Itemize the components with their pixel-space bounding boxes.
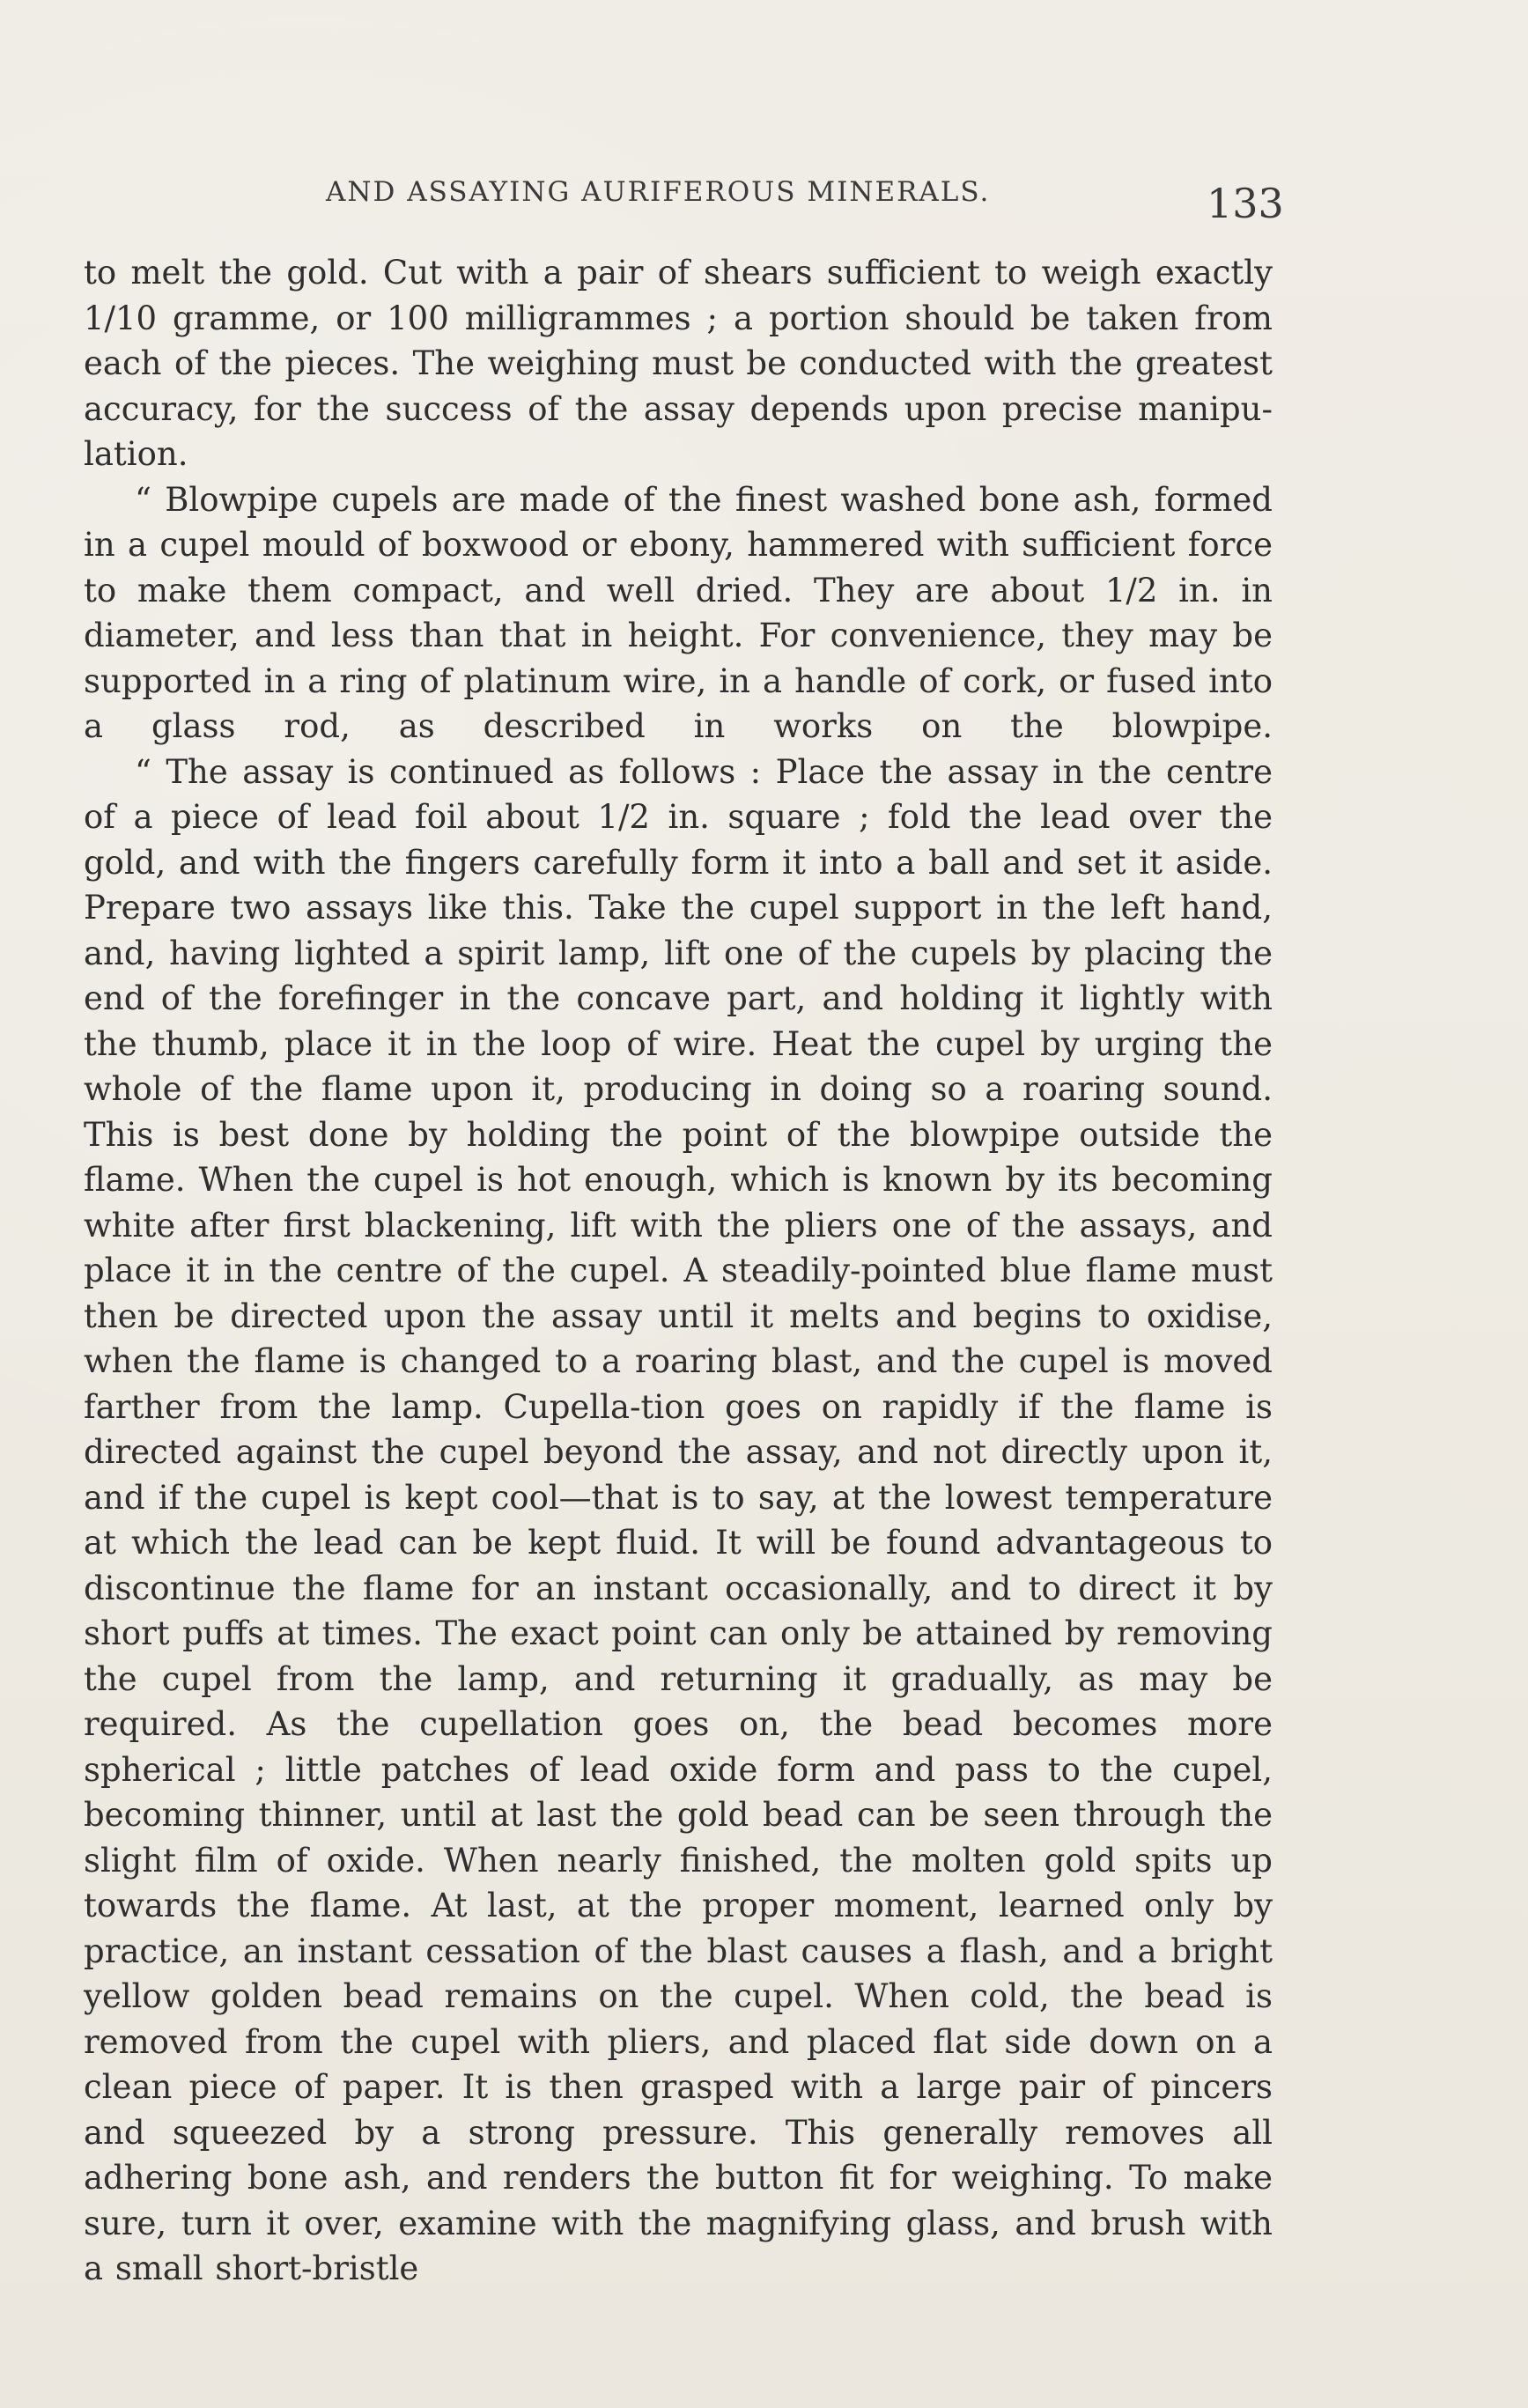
paragraph-2: “ Blowpipe cupels are made of the finest washed bone ash, formed in a cupel mould of boxwood or ebony, hammered with sufficient force to make them compact, and well dried. They are about 1/2 in. in diameter, and less than that in height. For convenience, they may be supported in a ring of platinum wire, in a handle of cork, or fused into a glass rod, as described in works on the blowpipe. xyxy=(84,480,1273,745)
running-title: AND ASSAYING AURIFEROUS MINERALS. xyxy=(326,176,991,208)
page-number: 133 xyxy=(1207,180,1284,227)
paragraph-3: “ The assay is continued as follows : Place the assay in the centre of a piece of lead foil about 1/2 in. square ; fold the lead over the gold, and with the fingers carefully form it into a ball and set it aside. Prepare two assays like this. Take the cupel support in the left hand, and, having lighted a spirit lamp, lift one of the cupels by placing the end of the forefinger in the concave part, and holding it lightly with the thumb, place it in the loop of wire. Heat the cupel by urging the whole of the flame upon it, producing in doing so a roaring sound. This is best done by holding the point of the blowpipe outside the flame. When the cupel is hot enough, which is known by its becoming white after first blackening, lift with the pliers one of the assays, and place it in the centre of the cupel. A steadily-pointed blue flame must then be directed upon the assay until it melts and begins to oxidise, when the flame is changed to a roaring blast, and the cupel is moved farther from the lamp. Cupella-tion goes on rapidly if the flame is directed against the cupel beyond the assay, and not directly upon it, and if the cupel is kept cool—that is to say, at the lowest temperature at which the lead can be kept fluid. It will be found advantageous to discontinue the flame for an instant occasionally, and to direct it by short puffs at times. The exact point can only be attained by removing the cupel from the lamp, and returning it gradually, as may be required. As the cupellation goes on, the bead becomes more spherical ; little patches of lead oxide form and pass to the cupel, becoming thinner, until at last the gold bead can be seen through the slight film of oxide. When nearly finished, the molten gold spits up towards the flame. At last, at the proper moment, learned only by practice, an instant cessation of the blast causes a flash, and a bright yellow golden bead remains on the cupel. When cold, the bead is removed from the cupel with pliers, and placed flat side down on a clean piece of paper. It is then grasped with a large pair of pincers and squeezed by a strong pressure. This generally removes all adhering bone ash, and renders the button fit for weighing. To make sure, turn it over, examine with the magnifying glass, and brush with a small short-bristle xyxy=(84,752,1273,2287)
page-body xyxy=(84,250,1273,2292)
paragraph-1: to melt the gold. Cut with a pair of shears sufficient to weigh exactly 1/10 gramme, or 100 milligrammes ; a portion should be taken from each of the pieces. The weighing must be conducted with the greatest accuracy, for the success of the assay depends upon precise manipu-lation. xyxy=(84,254,1273,473)
